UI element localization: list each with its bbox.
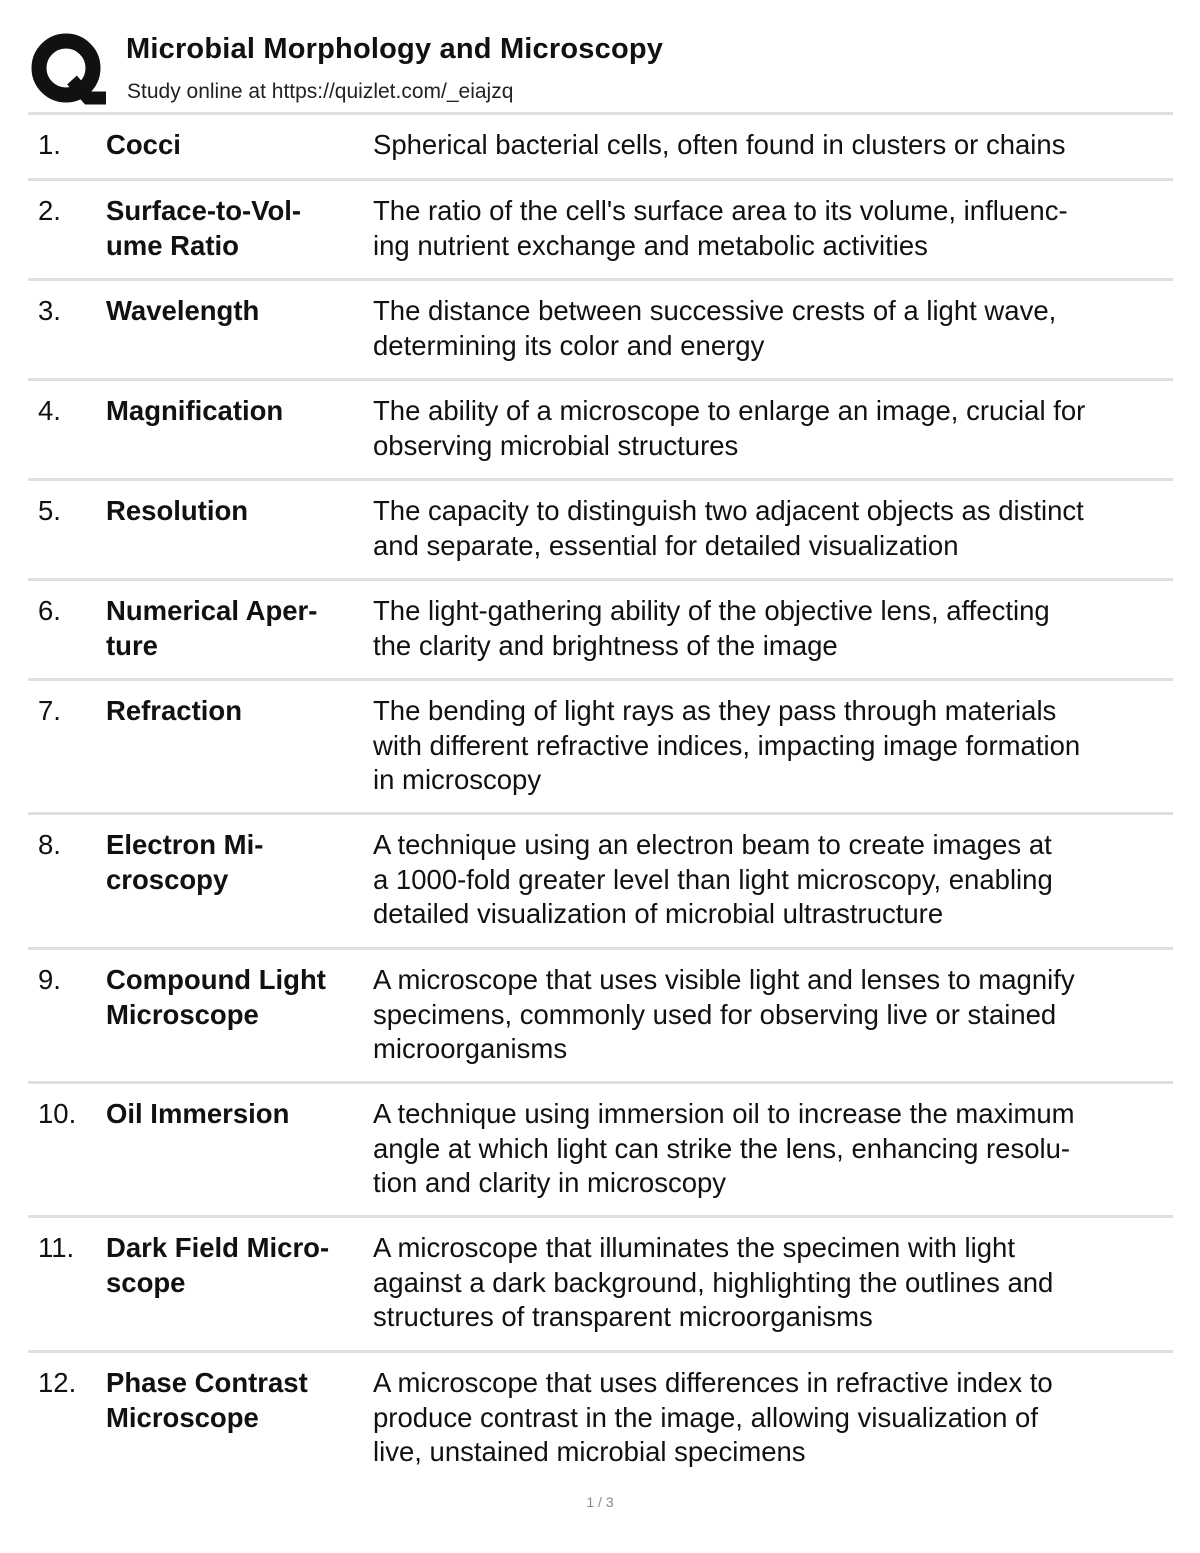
card-definition: The bending of light rays as they pass through materials with different refractive indices, impacting image formation in microscopy xyxy=(373,695,1081,795)
card-definition: The distance between successive crests of a light wave, determining its color and energy xyxy=(373,295,1057,361)
card-definition: The light-gathering ability of the objective lens, affecting the clarity and brightness of the image xyxy=(373,595,1050,661)
card-term: Electron Mi- croscopy xyxy=(106,829,264,895)
card-number: 8. xyxy=(38,829,61,860)
flashcard-row xyxy=(28,378,1173,478)
flashcard-row xyxy=(28,578,1173,678)
card-definition: A technique using immersion oil to increase the maximum angle at which light can strike the lens, enhancing resolu- tion and clarity in microscopy xyxy=(373,1098,1075,1198)
card-definition: The ratio of the cell's surface area to its volume, influenc- ing nutrient exchange and metabolic activities xyxy=(373,195,1068,261)
card-term: Cocci xyxy=(106,129,181,160)
flashcard-row xyxy=(28,278,1173,378)
card-term: Magnification xyxy=(106,395,284,426)
card-number: 10. xyxy=(38,1098,77,1129)
card-definition: The ability of a microscope to enlarge an image, crucial for observing microbial structures xyxy=(373,395,1086,461)
card-term: Oil Immersion xyxy=(106,1098,290,1129)
card-definition: A microscope that illuminates the specimen with light against a dark background, highlighting the outlines and structures of transparent microorganisms xyxy=(373,1232,1054,1332)
card-number: 5. xyxy=(38,495,61,526)
flashcard-row xyxy=(28,947,1173,1081)
study-link: Study online at https://quizlet.com/_eiajzq xyxy=(127,80,514,103)
card-number: 12. xyxy=(38,1367,77,1398)
flashcard-row xyxy=(28,1215,1173,1350)
flashcard-row xyxy=(28,178,1173,278)
card-number: 7. xyxy=(38,695,61,726)
card-number: 4. xyxy=(38,395,61,426)
flashcard-list xyxy=(28,112,1173,1484)
flashcard-row xyxy=(28,678,1173,812)
card-definition: A microscope that uses visible light and lenses to magnify specimens, commonly used for observing live or stained microorganisms xyxy=(373,964,1075,1064)
page-number: 1 / 3 xyxy=(586,1494,614,1510)
card-definition: A microscope that uses differences in refractive index to produce contrast in the image, allowing visualization of live, unstained microbial specimens xyxy=(373,1367,1053,1467)
flashcard-row xyxy=(28,112,1173,178)
card-number: 3. xyxy=(38,295,61,326)
card-number: 6. xyxy=(38,595,61,626)
card-number: 9. xyxy=(38,964,61,995)
flashcard-row xyxy=(28,1081,1173,1215)
card-number: 2. xyxy=(38,195,61,226)
quizlet-logo-icon xyxy=(30,32,106,108)
card-definition: A technique using an electron beam to create images at a 1000-fold greater level than light microscopy, enabling detailed visualization of microbial ultrastructure xyxy=(373,829,1053,929)
card-number: 1. xyxy=(38,129,61,160)
flashcard-row xyxy=(28,1350,1173,1484)
card-definition: The capacity to distinguish two adjacent objects as distinct and separate, essential for detailed visualization xyxy=(373,495,1084,561)
card-term: Phase Contrast Microscope xyxy=(106,1367,308,1433)
flashcard-row xyxy=(28,812,1173,947)
card-term: Dark Field Micro- scope xyxy=(106,1232,330,1298)
card-term: Wavelength xyxy=(106,295,260,326)
card-term: Compound Light Microscope xyxy=(106,964,326,1030)
card-term: Resolution xyxy=(106,495,249,526)
card-term: Numerical Aper- ture xyxy=(106,595,318,661)
card-definition: Spherical bacterial cells, often found in clusters or chains xyxy=(373,129,1066,160)
card-term: Refraction xyxy=(106,695,242,726)
flashcard-row xyxy=(28,478,1173,578)
page-title: Microbial Morphology and Microscopy xyxy=(126,33,664,65)
card-term: Surface-to-Vol- ume Ratio xyxy=(106,195,302,261)
card-number: 11. xyxy=(38,1232,75,1263)
